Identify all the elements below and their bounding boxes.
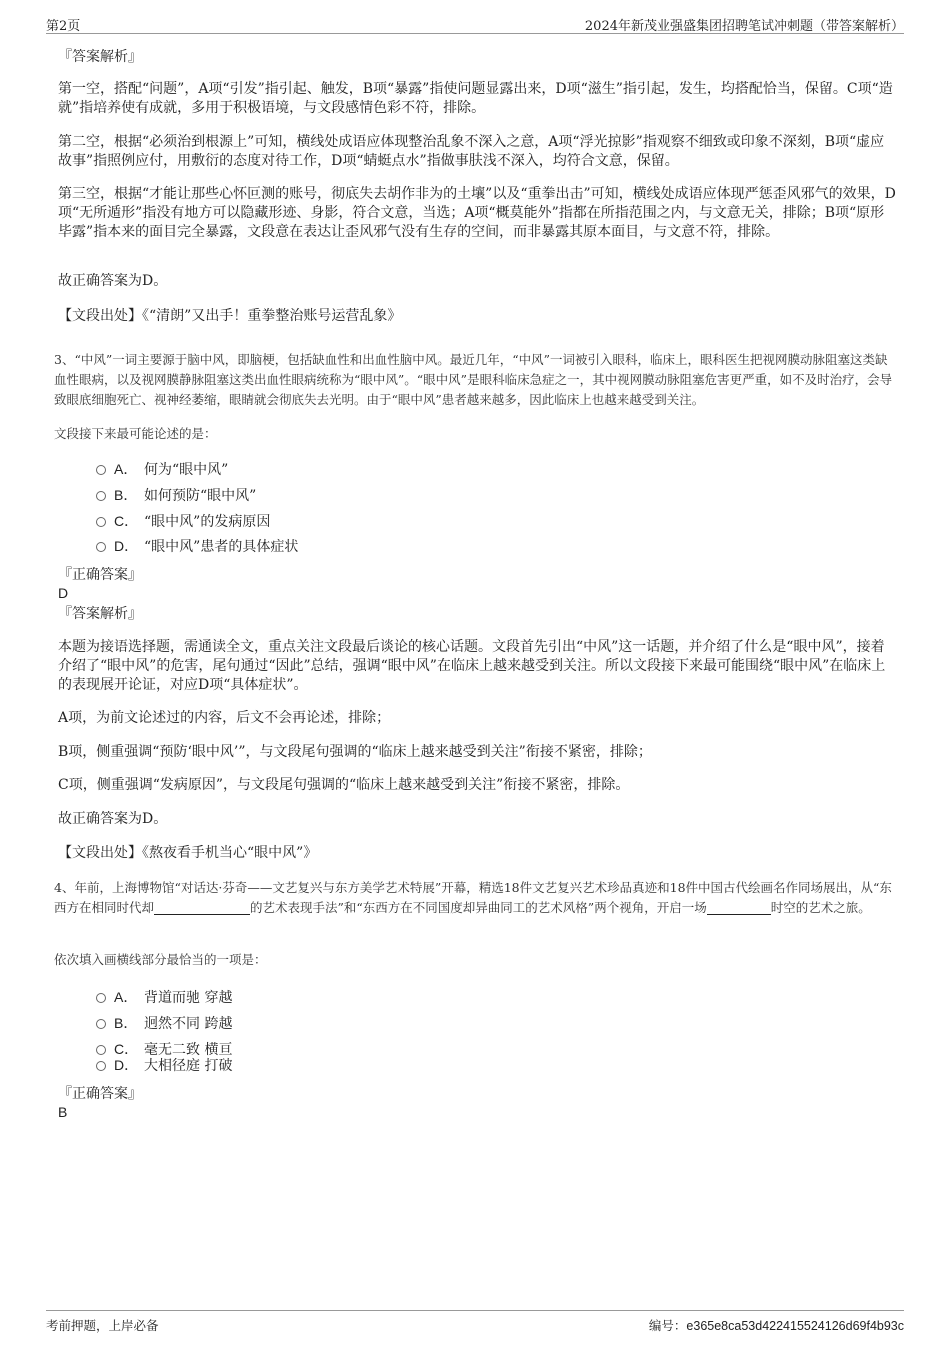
- q2-analysis-para3: 第三空，根据“才能让那些心怀叵测的账号，彻底失去胡作非为的土壤”以及“重拳出击”可知，横线处成语应体现严惩歪风邪气的效果，D项“无所遁形”指没有地方可以隐藏形迹、身影，符合文意，当选；A项“概莫能外”指都在所指范围之内，与文意无关，排除；B项“原形毕露”指本来的面目完全暴露，文段意在表达让歪风邪气没有生存的空间，而非暴露其原本面目，与文意不符，排除。: [58, 186, 896, 240]
- page-footer: [46, 1310, 904, 1334]
- option-letter: D．: [114, 1057, 139, 1073]
- option-text: 背道而驰 穿越: [144, 990, 233, 1006]
- q4-option-b[interactable]: [96, 1013, 232, 1034]
- code-label: 编号：: [648, 1319, 687, 1333]
- option-text: 迥然不同 跨越: [144, 1016, 233, 1032]
- option-text: “眼中风”患者的具体症状: [144, 539, 299, 555]
- q4-stem-part1: 4、年前，上海博物馆“对话达·芬奇——文艺复兴与东方美学艺术特展”开幕，精选18件文艺复兴艺术珍品真迹和18件中国古代绘画名作同场展出，从“东西方在相同时代却: [54, 880, 892, 915]
- q3-source: 【文段出处】《熬夜看手机当心“眼中风”》: [58, 845, 318, 861]
- q3-analysis-para2: A项，为前文论述过的内容，后文不会再论述，排除；: [58, 710, 391, 726]
- option-text: 何为“眼中风”: [144, 462, 229, 478]
- q3-option-c[interactable]: [96, 511, 270, 532]
- option-letter: C．: [114, 513, 139, 529]
- blank-line-1: [154, 901, 250, 915]
- option-text: “眼中风”的发病原因: [144, 514, 271, 530]
- q3-prompt: 文段接下来最可能论述的是：: [54, 426, 217, 441]
- q4-stem: [54, 878, 899, 918]
- q3-stem: 3、“中风”一词主要源于脑中风，即脑梗，包括缺血性和出血性脑中风。最近几年，“中风”一词被引入眼科，临床上，眼科医生把视网膜动脉阻塞这类缺血性眼病，以及视网膜静脉阻塞这类出血性眼病统称为“眼中风”。“眼中风”是眼科临床急症之一，其中视网膜动脉阻塞危害更严重，如不及时治疗，会导致眼底细胞死亡、视神经萎缩，眼睛就会彻底失去光明。由于“眼中风”患者越来越多，因此临床上也越来越受到关注。: [54, 352, 893, 407]
- footer-slogan: 考前押题，上岸必备: [46, 1318, 159, 1333]
- radio-icon[interactable]: [96, 1061, 106, 1071]
- q4-stem-part2: 的艺术表现手法”和“东西方在不同国度却异曲同工的艺术风格”两个视角，开启一场: [250, 900, 707, 915]
- q3-option-a[interactable]: [96, 459, 228, 480]
- q3-correct-answer: D: [58, 585, 69, 601]
- q4-correct-label: 『正确答案』: [58, 1086, 142, 1102]
- radio-icon[interactable]: [96, 517, 106, 527]
- code-value: e365e8ca53d422415524126d69f4b93c: [686, 1319, 904, 1333]
- document-title: 2024年新茂业强盛集团招聘笔试冲刺题（带答案解析）: [584, 19, 904, 34]
- q3-analysis-para1: 本题为接语选择题，需通读全文，重点关注文段最后谈论的核心话题。文段首先引出“中风”这一话题，并介绍了什么是“眼中风”，接着介绍了“眼中风”的危害，尾句通过“因此”总结，强调“眼中风”在临床上越来越受到关注。所以文段接下来最可能围绕“眼中风”在临床上的表现展开论证，对应D项“具体症状”。: [58, 639, 886, 693]
- option-letter: B．: [114, 1015, 138, 1031]
- q3-option-d[interactable]: [96, 536, 298, 557]
- radio-icon[interactable]: [96, 542, 106, 552]
- q2-analysis-para1: 第一空，搭配“问题”，A项“引发”指引起、触发，B项“暴露”指使问题显露出来，D项“滋生”指引起，发生，均搭配恰当，保留。C项“造就”指培养使有成就，多用于积极语境，与文段感情色彩不符，排除。: [58, 81, 893, 116]
- q2-analysis-label: 『答案解析』: [58, 49, 142, 65]
- q2-conclusion: 故正确答案为D。: [58, 273, 168, 289]
- q3-analysis-para3: B项，侧重强调“预防‘眼中风’”，与文段尾句强调的“临床上越来越受到关注”衔接不紧密，排除；: [58, 744, 652, 760]
- q4-option-d[interactable]: [96, 1055, 232, 1076]
- q3-analysis-para4: C项，侧重强调“发病原因”，与文段尾句强调的“临床上越来越受到关注”衔接不紧密，排除。: [58, 777, 630, 793]
- option-text: 毫无二致 横亘: [144, 1042, 233, 1058]
- radio-icon[interactable]: [96, 465, 106, 475]
- q2-analysis-para2: 第二空，根据“必须治到根源上”可知，横线处成语应体现整治乱象不深入之意，A项“浮光掠影”指观察不细致或印象不深刻，B项“虚应故事”指照例应付，用敷衍的态度对待工作，D项“蜻蜓点水”指做事肤浅不深入，均符合文意，保留。: [58, 134, 885, 169]
- option-letter: A．: [114, 461, 138, 477]
- q4-correct-answer: B: [58, 1104, 68, 1120]
- q3-analysis-label: 『答案解析』: [58, 606, 142, 622]
- q2-source: 【文段出处】《“清朗”又出手！重拳整治账号运营乱象》: [58, 308, 402, 324]
- q4-option-a[interactable]: [96, 987, 232, 1008]
- option-letter: D．: [114, 538, 139, 554]
- blank-line-2: [707, 901, 771, 915]
- q3-option-b[interactable]: [96, 485, 256, 506]
- radio-icon[interactable]: [96, 993, 106, 1003]
- option-letter: B．: [114, 487, 138, 503]
- q3-correct-label: 『正确答案』: [58, 567, 142, 583]
- option-text: 如何预防“眼中风”: [144, 488, 257, 504]
- radio-icon[interactable]: [96, 1045, 106, 1055]
- q4-prompt: 依次填入画横线部分最恰当的一项是：: [54, 952, 267, 967]
- document-code: [649, 1316, 904, 1334]
- option-letter: C．: [114, 1041, 139, 1057]
- radio-icon[interactable]: [96, 1019, 106, 1029]
- page-header: [46, 12, 904, 34]
- radio-icon[interactable]: [96, 491, 106, 501]
- page-number: 第2页: [46, 19, 81, 34]
- option-text: 大相径庭 打破: [144, 1058, 233, 1074]
- q3-conclusion: 故正确答案为D。: [58, 811, 168, 827]
- option-letter: A．: [114, 989, 138, 1005]
- q4-stem-part3: 时空的艺术之旅。: [770, 900, 871, 915]
